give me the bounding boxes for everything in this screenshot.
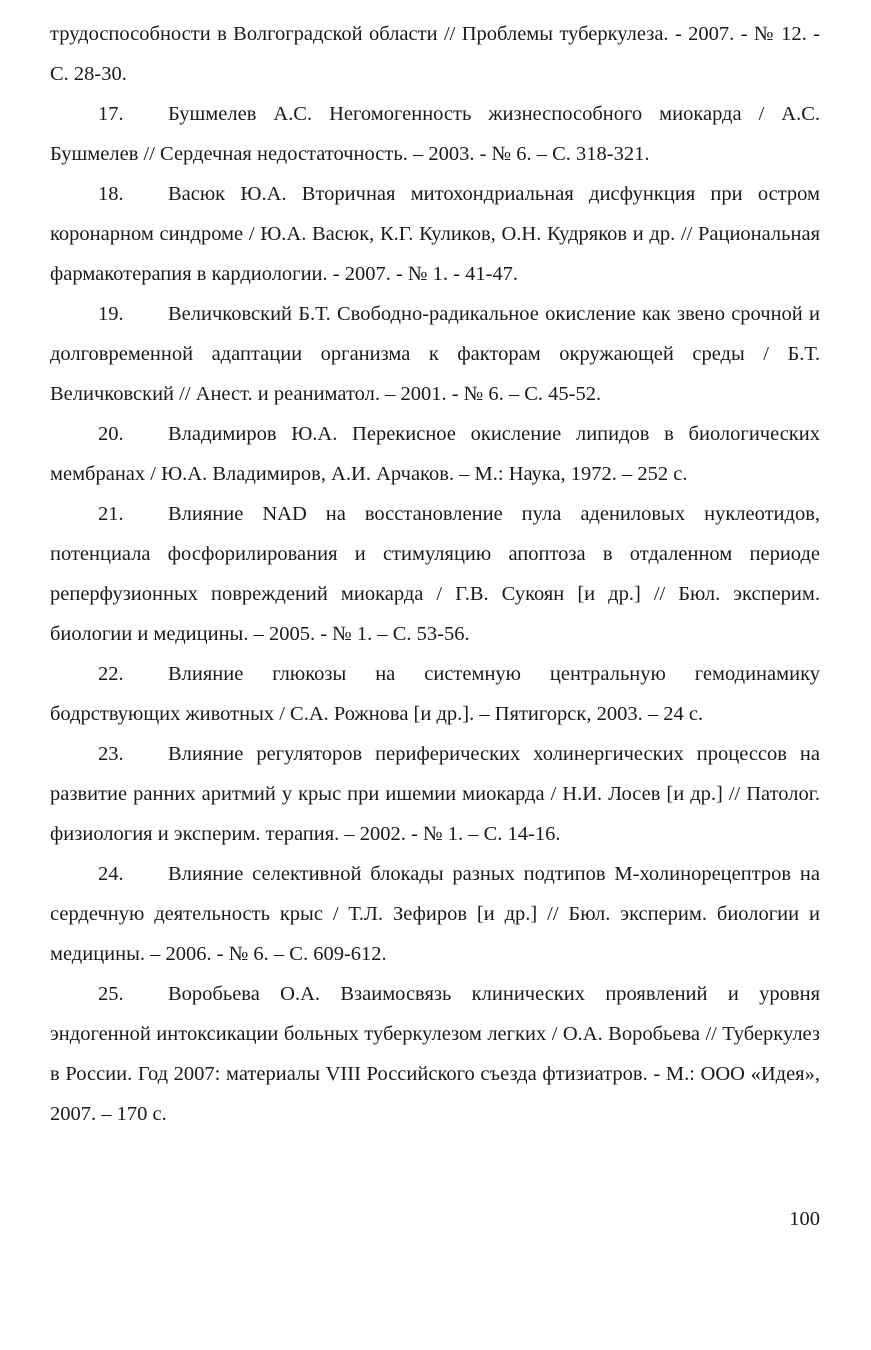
reference-continuation: трудоспособности в Волгоградской области // Проблемы туберкулеза. - 2007. - № 12. - С. 28-30. — [50, 23, 820, 85]
reference-number: 17. — [98, 103, 124, 125]
reference-number: 25. — [98, 983, 124, 1005]
reference-item-24 — [50, 854, 820, 974]
page-number: 100 — [789, 1208, 820, 1230]
reference-item-23 — [50, 734, 820, 854]
reference-text: Владимиров Ю.А. Перекисное окисление липидов в биологических мембранах / Ю.А. Владимиров, А.И. Арчаков. – М.: Наука, 1972. – 252 с. — [50, 423, 820, 485]
reference-number: 21. — [98, 503, 124, 525]
reference-text: Бушмелев А.С. Негомогенность жизнеспособного миокарда / А.С. Бушмелев // Сердечная недостаточность. – 2003. - № 6. – С. 318-321. — [50, 103, 820, 165]
reference-text: Влияние NAD на восстановление пула адениловых нуклеотидов, потенциала фосфорилирования и стимуляцию апоптоза в отдаленном периоде реперфузионных повреждений миокарда / Г.В. Сукоян [и др.] // Бюл. эксперим. биологии и медицины. – 2005. - № 1. – С. 53-56. — [50, 503, 820, 645]
reference-item-18 — [50, 174, 820, 294]
reference-number: 22. — [98, 663, 124, 685]
reference-text: Влияние регуляторов периферических холинергических процессов на развитие ранних аритмий у крыс при ишемии миокарда / Н.И. Лосев [и др.] // Патолог. физиология и эксперим. терапия. – 2002. - № 1. – С. 14-16. — [50, 743, 820, 845]
reference-item-17 — [50, 94, 820, 174]
reference-item-20 — [50, 414, 820, 494]
reference-item-21 — [50, 494, 820, 654]
reference-item-25 — [50, 974, 820, 1134]
reference-number: 18. — [98, 183, 124, 205]
reference-number: 24. — [98, 863, 124, 885]
reference-item-22 — [50, 654, 820, 734]
reference-text: Влияние селективной блокады разных подтипов М-холинорецептров на сердечную деятельность крыс / Т.Л. Зефиров [и др.] // Бюл. эксперим. биологии и медицины. – 2006. - № 6. – С. 609-612. — [50, 863, 820, 965]
reference-text: Величковский Б.Т. Свободно-радикальное окисление как звено срочной и долговременной адаптации организма к факторам окружающей среды / Б.Т. Величковский // Анест. и реаниматол. – 2001. - № 6. – С. 45-52. — [50, 303, 820, 405]
reference-text: Влияние глюкозы на системную центральную гемодинамику бодрствующих животных / С.А. Рожнова [и др.]. – Пятигорск, 2003. – 24 с. — [50, 663, 820, 725]
reference-number: 19. — [98, 303, 124, 325]
reference-list-page — [50, 14, 820, 1134]
reference-text: Васюк Ю.А. Вторичная митохондриальная дисфункция при остром коронарном синдроме / Ю.А. Васюк, К.Г. Куликов, О.Н. Кудряков и др. // Рациональная фармакотерапия в кардиологии. - 2007. - № 1. - 41-47. — [50, 183, 820, 285]
reference-item-19 — [50, 294, 820, 414]
reference-text: Воробьева О.А. Взаимосвязь клинических проявлений и уровня эндогенной интоксикации больных туберкулезом легких / О.А. Воробьева // Туберкулез в России. Год 2007: материалы VIII Российского съезда фтизиатров. - М.: ООО «Идея», 2007. – 170 с. — [50, 983, 820, 1125]
reference-number: 23. — [98, 743, 124, 765]
reference-number: 20. — [98, 423, 124, 445]
